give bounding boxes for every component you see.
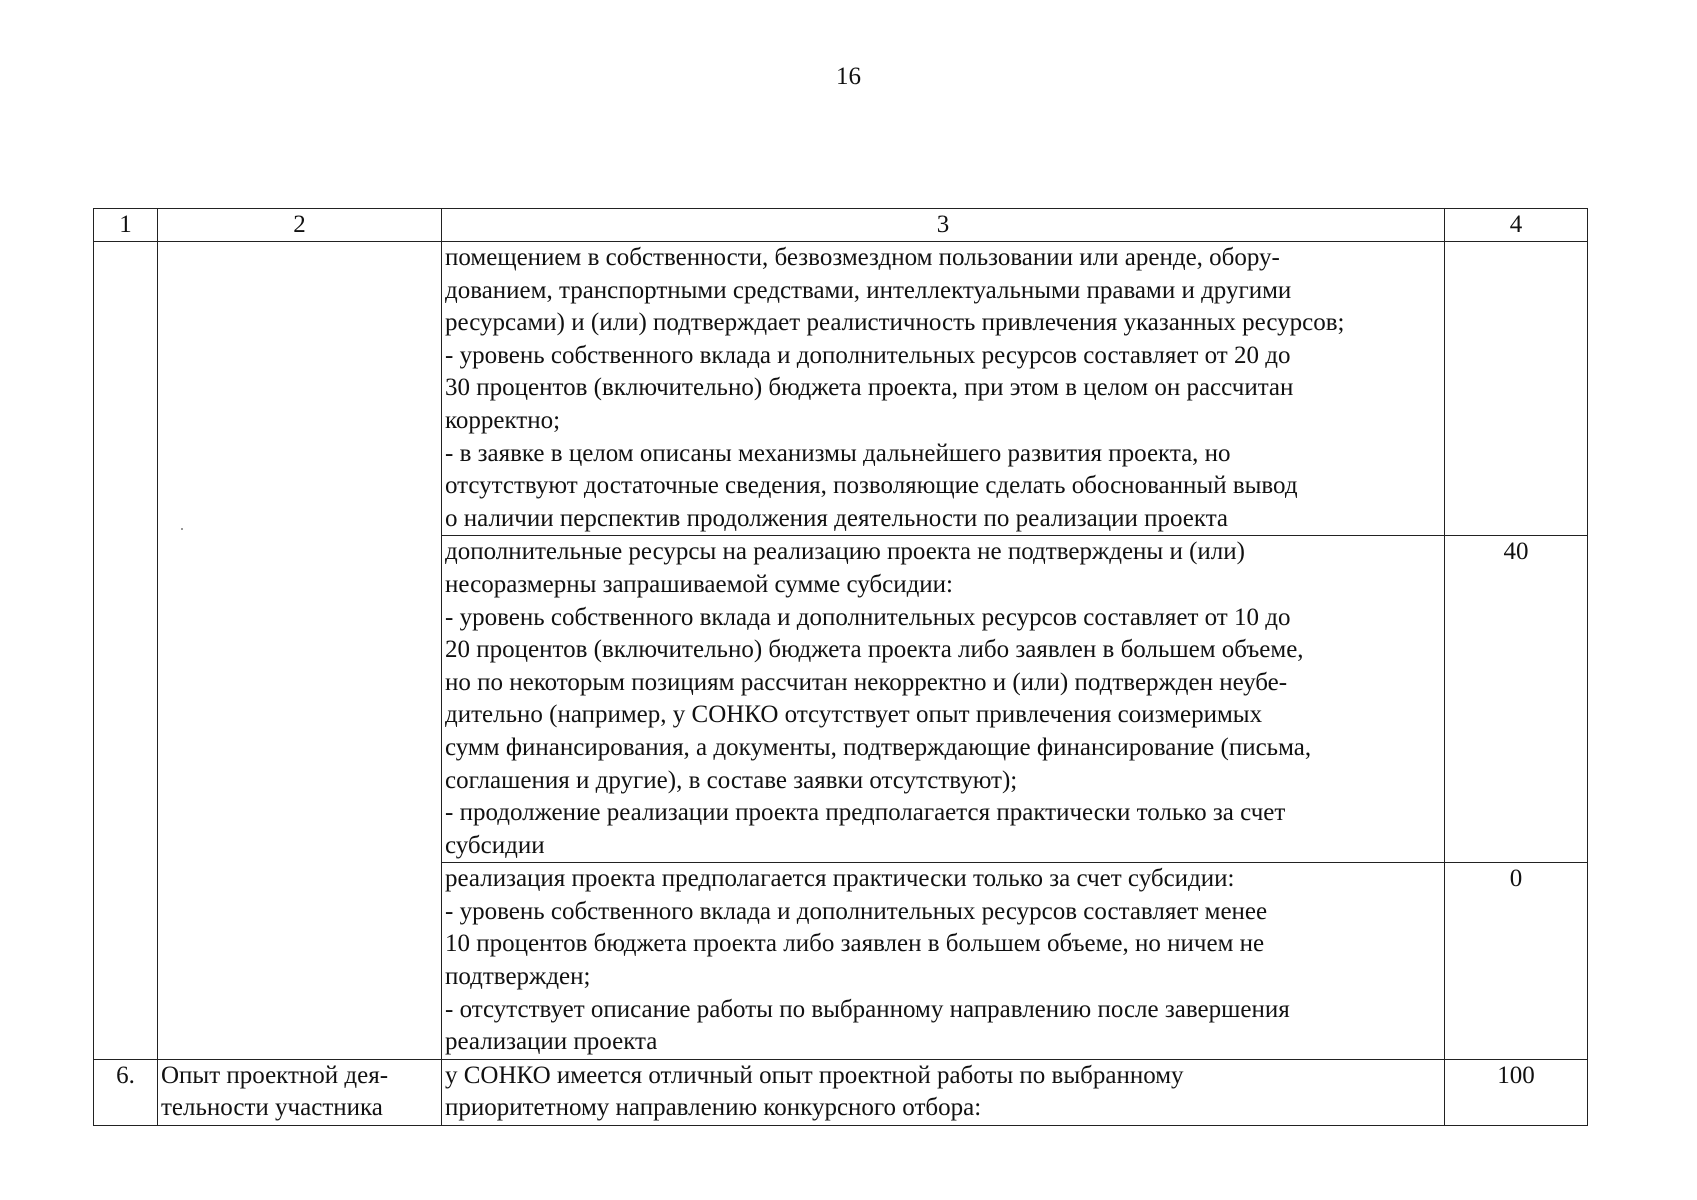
score-value: 100	[1497, 1061, 1535, 1089]
score-cell	[1445, 242, 1588, 536]
description-cell	[442, 242, 1445, 536]
header-col-4: 4	[1445, 209, 1588, 242]
description-cell	[442, 536, 1445, 863]
score-value: 0	[1509, 865, 1523, 893]
row-number-cell	[94, 1059, 158, 1125]
score-cell	[1445, 1059, 1588, 1125]
page-number: 16	[836, 63, 861, 90]
scan-speck	[181, 528, 183, 530]
header-col-2: 2	[158, 209, 442, 242]
criteria-table	[93, 208, 1588, 1126]
row-number: 6.	[116, 1061, 135, 1089]
description-text: дополнительные ресурсы на реализацию проекта не подтверждены и (или) несоразмерны запрашиваемой сумме субсидии: - уровень собственного вклада и дополнительных ресурсов составляет от 10 до 20 процентов (включительно) бюджета проекта либо заявлен в большем объеме, но по некоторым позициям рассчитан некорректно и (или) подтвержден неубе- дительно (например, у СОНКО отсутствует опыт привлечения соизмеримых сумм финансирования, а документы, подтверждающие финансирование (письма, соглашения и другие), в составе заявки отсутствуют); - продолжение реализации проекта предполагается практически только за счет субсидии	[445, 538, 1312, 859]
table-row	[94, 242, 1588, 536]
criterion-cell	[158, 1059, 442, 1125]
score-cell	[1445, 536, 1588, 863]
description-text: у СОНКО имеется отличный опыт проектной работы по выбранному приоритетному направлению конкурсного отбора:	[445, 1061, 1184, 1122]
score-cell	[1445, 863, 1588, 1060]
row-number-cell	[94, 242, 158, 1060]
header-col-1: 1	[94, 209, 158, 242]
description-cell	[442, 863, 1445, 1060]
score-value: 40	[1503, 538, 1529, 566]
description-text: реализация проекта предполагается практически только за счет субсидии: - уровень собственного вклада и дополнительных ресурсов составляет менее 10 процентов бюджета проекта либо заявлен в большем объеме, но ничем не подтвержден; - отсутствует описание работы по выбранному направлению после завершения реализации проекта	[445, 865, 1290, 1056]
description-text: помещением в собственности, безвозмездном пользовании или аренде, обору- дованием, транспортными средствами, интеллектуальными правами и другими ресурсами) и (или) подтверждает реалистичность привлечения указанных ресурсов; - уровень собственного вклада и дополнительных ресурсов составляет от 20 до 30 процентов (включительно) бюджета проекта, при этом в целом он рассчитан корректно; - в заявке в целом описаны механизмы дальнейшего развития проекта, но отсутствуют достаточные сведения, позволяющие сделать обоснованный вывод о наличии перспектив продолжения деятельности по реализации проекта	[445, 244, 1345, 532]
criterion-cell	[158, 242, 442, 1060]
table-row	[94, 1059, 1588, 1125]
description-cell	[442, 1059, 1445, 1125]
header-col-3: 3	[442, 209, 1445, 242]
table-header-row	[94, 209, 1588, 242]
criterion-text: Опыт проектной дея- тельности участника	[161, 1061, 389, 1122]
